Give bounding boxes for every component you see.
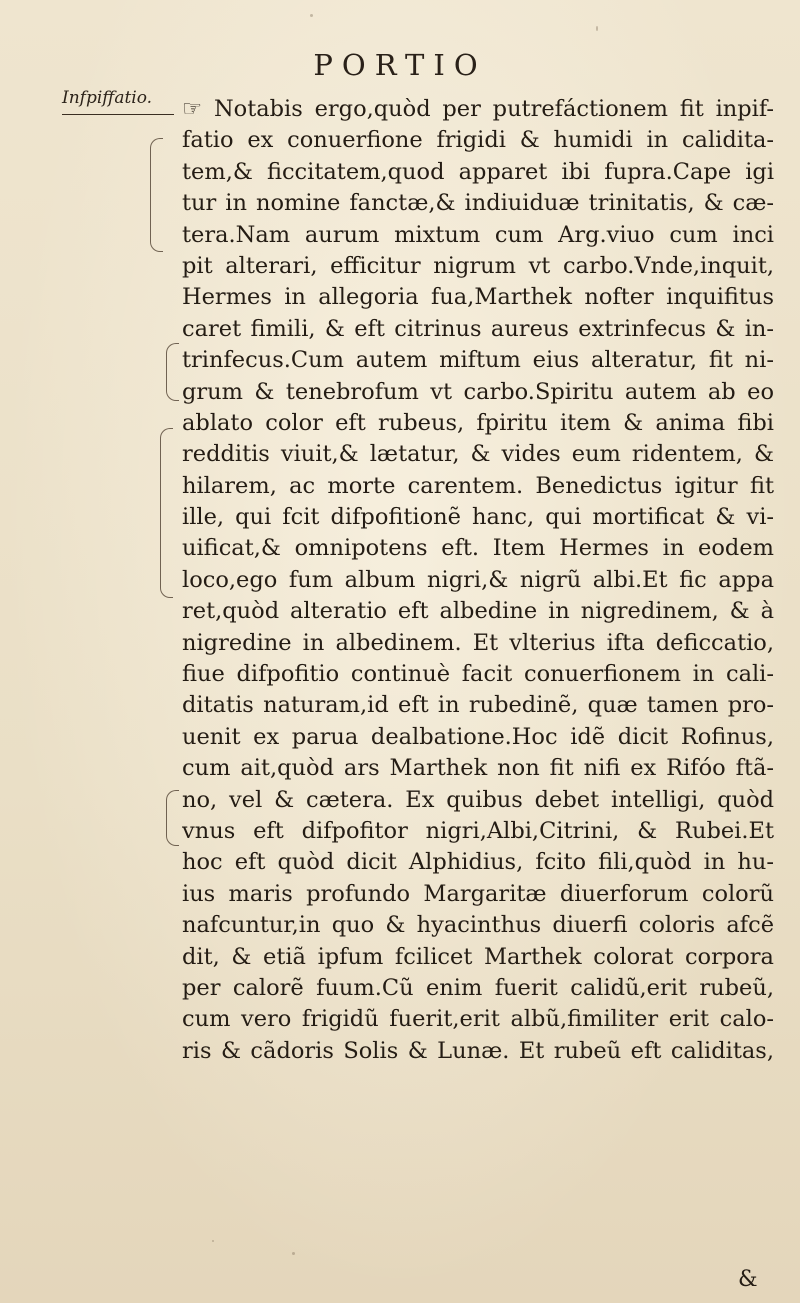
margin-bracket: [150, 138, 163, 252]
margin-bracket: [166, 343, 179, 401]
text-line: ius maris profundo Margaritæ diuerforum colorũ: [182, 880, 774, 907]
text-line: dit, & etiã ipfum fcilicet Marthek colorat corpora: [182, 943, 774, 970]
text-line: nafcuntur,in quo & hyacinthus diuerfi coloris afcẽ: [182, 912, 774, 939]
text-line: fatio ex conuerfione frigidi & humidi in calidita-: [182, 127, 774, 154]
text-line: tur in nomine fanctæ,& indiuiduæ trinitatis, & cæ-: [182, 190, 774, 217]
text-line: ablato color eft rubeus, fpiritu item & anima fibi: [182, 409, 774, 436]
text-line: fiue difpofitio continuè facit conuerfionem in cali-: [182, 661, 774, 688]
text-line: loco,ego fum album nigri,& nigrũ albi.Et fic appa: [182, 566, 774, 593]
text-line: trinfecus.Cum autem miftum eius alteratur, fit ni-: [182, 347, 774, 374]
margin-bracket: [166, 790, 179, 846]
text-line: ille, qui fcit difpofitionẽ hanc, qui mortificat & vi-: [182, 504, 774, 531]
text-line: uificat,& omnipotens eft. Item Hermes in eodem: [182, 535, 774, 562]
text-line: vnus eft difpofitor nigri,Albi,Citrini, & Rubei.Et: [182, 817, 774, 844]
text-line: hilarem, ac morte carentem. Benedictus igitur fit: [182, 472, 774, 499]
paper-fleck: [596, 26, 598, 31]
text-line: ris & cãdoris Solis & Lunæ. Et rubeũ eft caliditas,: [182, 1037, 774, 1064]
text-line: pit alterari, efficitur nigrum vt carbo.Vnde,inquit,: [182, 252, 774, 279]
paper-fleck: [292, 1252, 295, 1255]
text-line: ☞ Notabis ergo,quòd per putrefáctionem fit inpif-: [182, 96, 774, 122]
text-line: caret fimili, & eft citrinus aureus extrinfecus & in-: [182, 315, 774, 342]
body-text: [182, 94, 774, 1067]
margin-rule: [62, 114, 174, 115]
running-head: PORTIO: [313, 48, 487, 82]
catchword: &: [738, 1267, 758, 1292]
paper-fleck: [212, 1240, 214, 1242]
text-line: cum vero frigidũ fuerit,erit albũ,fimiliter erit calo-: [182, 1006, 774, 1033]
text-line: no, vel & cætera. Ex quibus debet intelligi, quòd: [182, 786, 774, 813]
text-line: redditis viuit,& lætatur, & vides eum ridentem, &: [182, 441, 774, 468]
text-line: grum & tenebrofum vt carbo.Spiritu autem ab eo: [182, 378, 774, 405]
text-line: per calorẽ fuum.Cũ enim fuerit calidũ,erit rubeũ,: [182, 974, 774, 1001]
text-line: ditatis naturam,id eft in rubedinẽ, quæ tamen pro-: [182, 692, 774, 719]
text-line: nigredine in albedinem. Et vlterius ifta deficcatio,: [182, 629, 774, 656]
paper-fleck: [310, 14, 313, 17]
text-line: hoc eft quòd dicit Alphidius, fcito fili,quòd in hu-: [182, 849, 774, 876]
text-line: cum ait,quòd ars Marthek non fit nifi ex Rifóo ftã-: [182, 755, 774, 782]
text-line: tem,& ficcitatem,quod apparet ibi fupra.Cape igi: [182, 158, 774, 185]
text-line: uenit ex parua dealbatione.Hoc idẽ dicit Rofinus,: [182, 723, 774, 750]
margin-note: Infpiffatio.: [62, 88, 153, 108]
text-line: ret,quòd alteratio eft albedine in nigredinem, & à: [182, 598, 774, 625]
margin-bracket: [160, 428, 173, 598]
text-line: Hermes in allegoria fua,Marthek nofter inquifitus: [182, 284, 774, 311]
text-line: tera.Nam aurum mixtum cum Arg.viuo cum inci: [182, 221, 774, 248]
